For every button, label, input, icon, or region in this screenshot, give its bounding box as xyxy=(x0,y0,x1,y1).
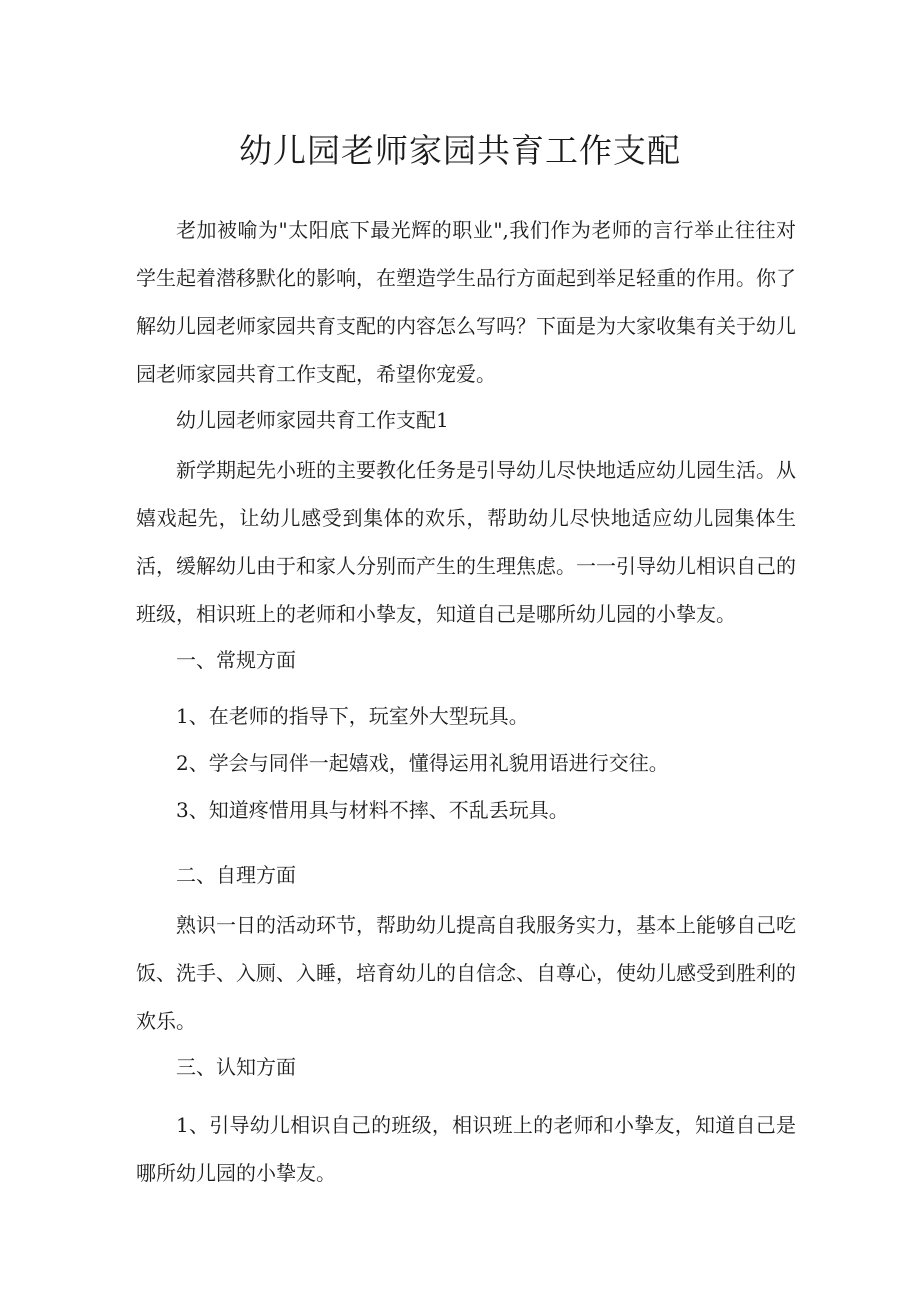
routine-item: 2、学会与同伴一起嬉戏，懂得运用礼貌用语进行交往。 xyxy=(176,751,669,775)
plan-heading: 幼儿园老师家园共育工作支配1 xyxy=(176,408,449,432)
cognition-heading: 三、认知方面 xyxy=(176,1055,296,1079)
plan-paragraph: 新学期起先小班的主要教化任务是引导幼儿尽快地适应幼儿园生活。从嬉戏起先，让幼儿感受到集体的欢乐，帮助幼儿尽快地适应幼儿园集体生活，缓解幼儿由于和家人分别而产生的生理焦虑。一一引导幼儿相识自己的班级，相识班上的老师和小挚友，知道自己是哪所幼儿园的小挚友。 xyxy=(136,458,796,626)
cognition-item: 1、引导幼儿相识自己的班级，相识班上的老师和小挚友，知道自己是哪所幼儿园的小挚友。 xyxy=(136,1113,796,1185)
selfcare-paragraph: 熟识一日的活动环节，帮助幼儿提高自我服务实力，基本上能够自己吃饭、洗手、入厕、入睡，培育幼儿的自信念、自尊心，使幼儿感受到胜利的欢乐。 xyxy=(136,913,796,1033)
document-title: 幼儿园老师家园共育工作支配 xyxy=(239,131,681,170)
selfcare-heading: 二、自理方面 xyxy=(176,863,296,887)
routine-item: 3、知道疼惜用具与材料不摔、不乱丢玩具。 xyxy=(176,798,569,822)
routine-item: 1、在老师的指导下，玩室外大型玩具。 xyxy=(176,704,529,728)
intro-paragraph: 老加被喻为"太阳底下最光辉的职业",我们作为老师的言行举止往往对学生起着潜移默化的影响，在塑造学生品行方面起到举足轻重的作用。你了解幼儿园老师家园共育支配的内容怎么写吗？下面是为大家收集有关于幼儿园老师家园共育工作支配，希望你宠爱。 xyxy=(136,218,796,386)
routine-heading: 一、常规方面 xyxy=(176,648,296,672)
